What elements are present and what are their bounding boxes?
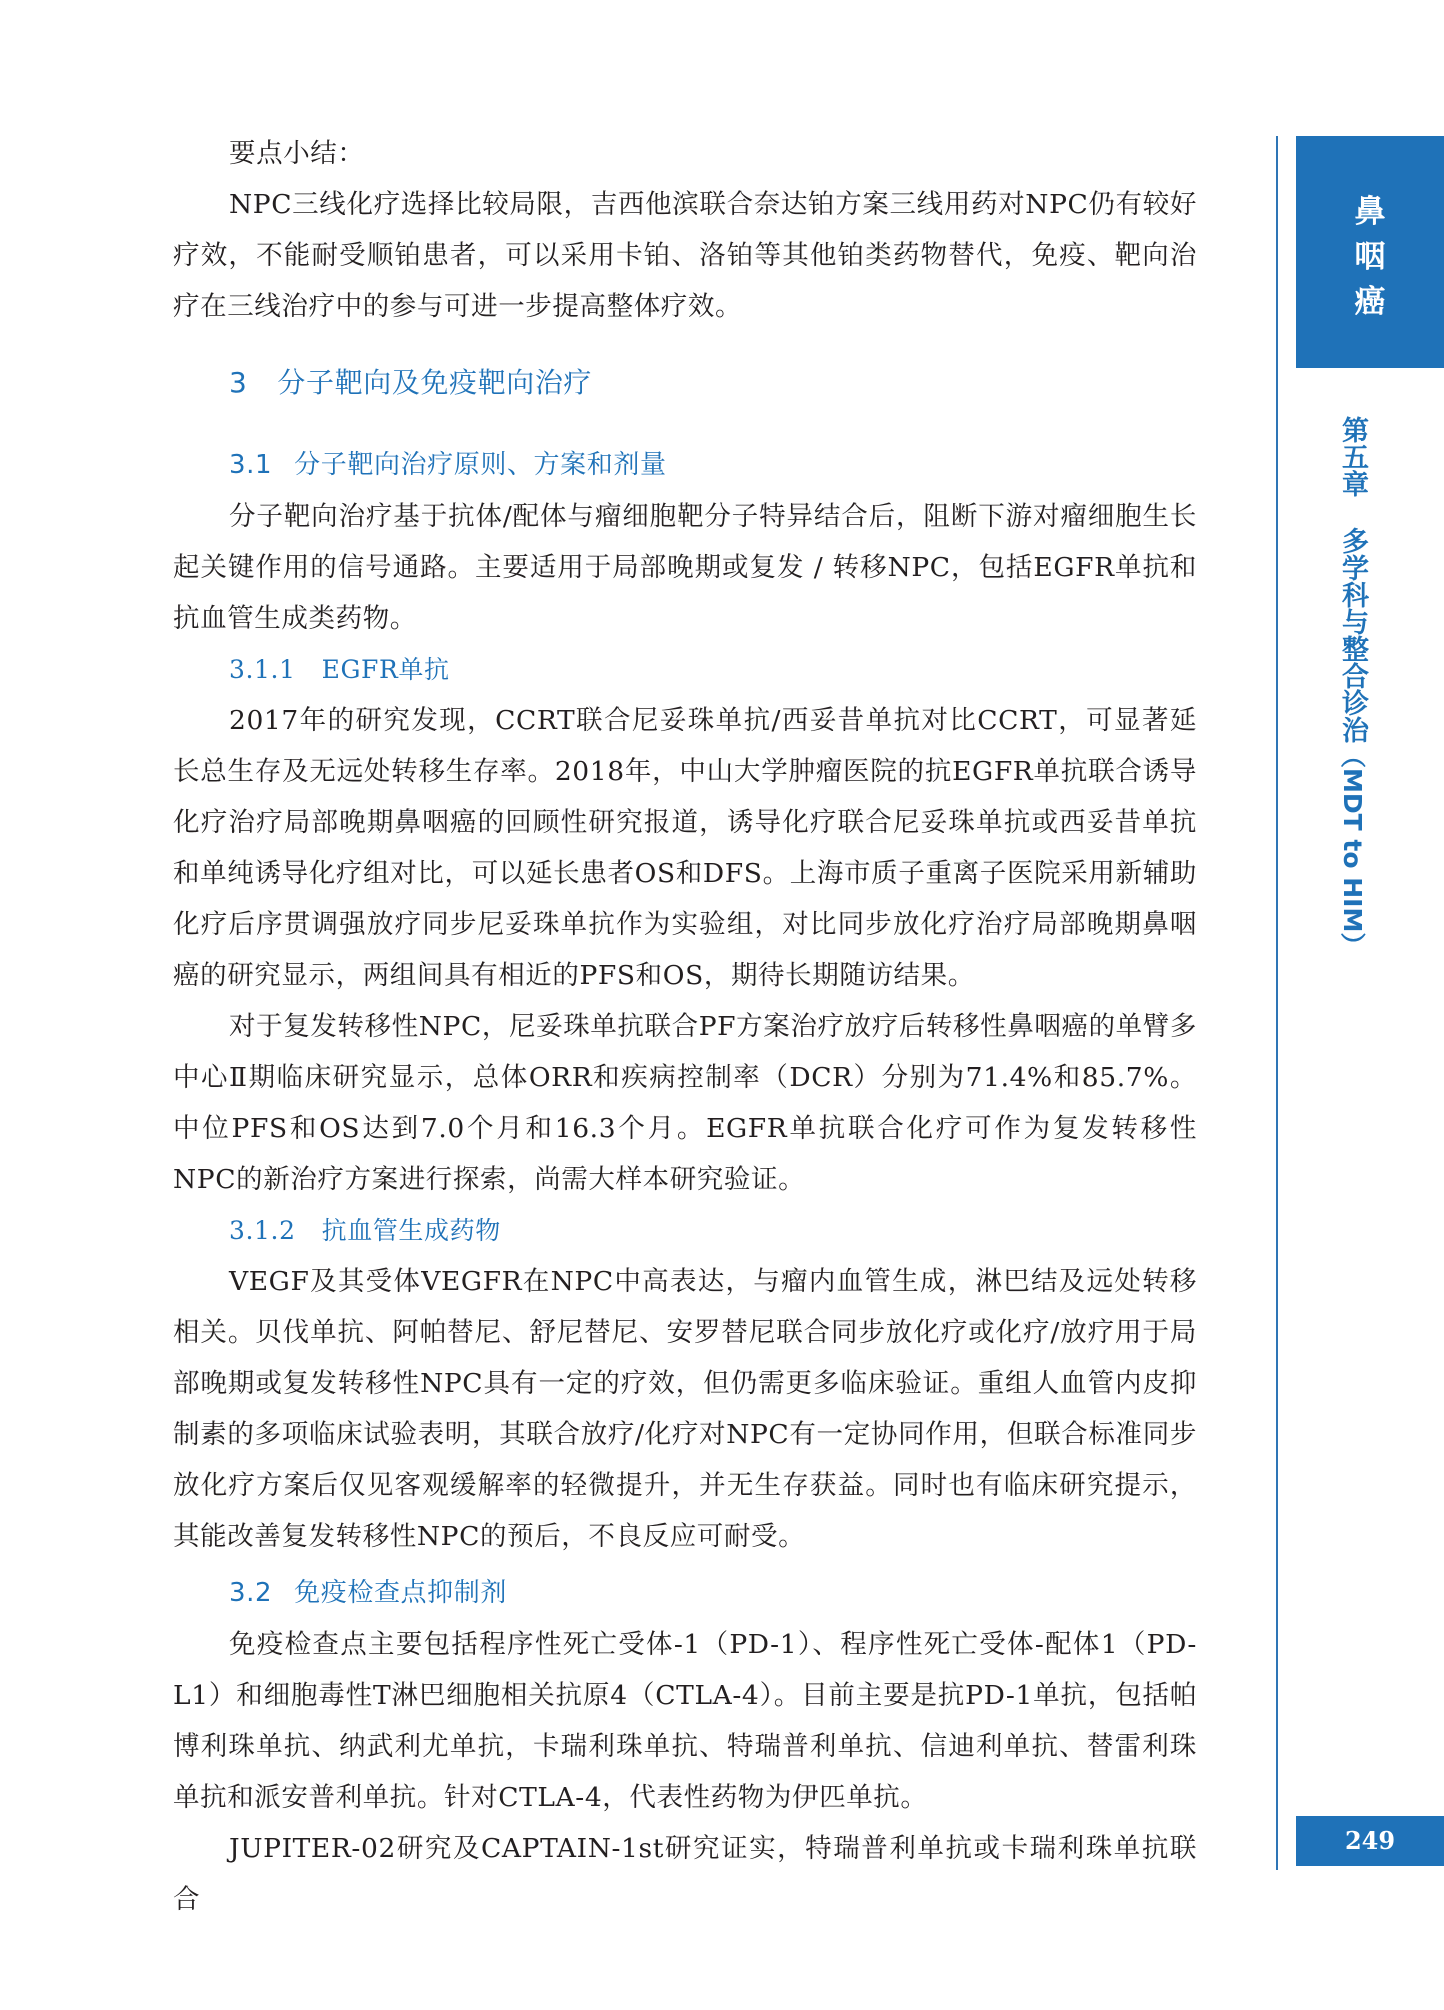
section-heading-3-1 (173, 440, 1197, 491)
chapter-title-latin: （MDT to HIM） (1338, 743, 1367, 958)
chapter-running-title (1330, 416, 1370, 957)
paragraph: 对于复发转移性NPC，尼妥珠单抗联合PF方案治疗放疗后转移性鼻咽癌的单臂多中心Ⅱ期临床研究显示，总体ORR和疾病控制率（DCR）分别为71.4%和85.7%。中位PFS和OS达到7.0个月和16.3个月。EGFR单抗联合化疗可作为复发转移性NPC的新治疗方案进行探索，尚需大样本研究验证。 (173, 1011, 1197, 1195)
section-number: 3.1.2 (229, 1216, 296, 1245)
section-title: EGFR单抗 (321, 655, 450, 684)
summary-label: 要点小结： (229, 138, 365, 169)
section-number: 3.1 (229, 450, 273, 480)
tab-char: 癌 (1354, 284, 1386, 320)
section-title: 分子靶向及免疫靶向治疗 (277, 366, 593, 399)
chapter-number: 第五章 (1337, 416, 1368, 497)
paragraph: 分子靶向治疗基于抗体/配体与瘤细胞靶分子特异结合后，阻断下游对瘤细胞生长起关键作用的信号通路。主要适用于局部晚期或复发 / 转移NPC，包括EGFR单抗和抗血管生成类药物。 (173, 501, 1197, 634)
chapter-tab-title (1296, 190, 1444, 325)
tab-char: 鼻 (1354, 194, 1386, 230)
section-title: 免疫检查点抑制剂 (294, 1578, 507, 1608)
paragraph: 免疫检查点主要包括程序性死亡受体-1（PD-1）、程序性死亡受体-配体1（PD-L1）和细胞毒性T淋巴细胞相关抗原4（CTLA-4）。目前主要是抗PD-1单抗，包括帕博利珠单抗、纳武利尤单抗，卡瑞利珠单抗、特瑞普利单抗、信迪利单抗、替雷利珠单抗和派安普利单抗。针对CTLA-4，代表性药物为伊匹单抗。 (173, 1629, 1197, 1813)
section-number: 3.2 (229, 1578, 273, 1608)
paragraph: VEGF及其受体VEGFR在NPC中高表达，与瘤内血管生成，淋巴结及远处转移相关。贝伐单抗、阿帕替尼、舒尼替尼、安罗替尼联合同步放化疗或化疗/放疗用于局部晚期或复发转移性NPC具有一定的疗效，但仍需更多临床验证。重组人血管内皮抑制素的多项临床试验表明，其联合放疗/化疗对NPC有一定协同作用，但联合标准同步放化疗方案后仅见客观缓解率的轻微提升，并无生存获益。同时也有临床研究提示，其能改善复发转移性NPC的预后，不良反应可耐受。 (173, 1266, 1197, 1552)
section-number: 3.1.1 (229, 655, 296, 684)
section-heading-3-1-1 (173, 644, 1197, 695)
section-heading-3-2 (173, 1568, 1197, 1619)
page-content (173, 128, 1197, 1925)
section-title: 分子靶向治疗原则、方案和剂量 (294, 450, 667, 480)
section-title: 抗血管生成药物 (321, 1216, 501, 1245)
section-number: 3 (229, 366, 248, 399)
page-number: 249 (1296, 1816, 1444, 1866)
section-heading-3-1-2 (173, 1205, 1197, 1256)
paragraph: JUPITER-02研究及CAPTAIN-1st研究证实，特瑞普利单抗或卡瑞利珠单抗联合 (173, 1833, 1197, 1915)
paragraph: 2017年的研究发现，CCRT联合尼妥珠单抗/西妥昔单抗对比CCRT，可显著延长总生存及无远处转移生存率。2018年，中山大学肿瘤医院的抗EGFR单抗联合诱导化疗治疗局部晚期鼻咽癌的回顾性研究报道，诱导化疗联合尼妥珠单抗或西妥昔单抗和单纯诱导化疗组对比，可以延长患者OS和DFS。上海市质子重离子医院采用新辅助化疗后序贯调强放疗同步尼妥珠单抗作为实验组，对比同步放化疗治疗局部晚期鼻咽癌的研究显示，两组间具有相近的PFS和OS，期待长期随访结果。 (173, 705, 1197, 991)
summary-text: NPC三线化疗选择比较局限，吉西他滨联合奈达铂方案三线用药对NPC仍有较好疗效，不能耐受顺铂患者，可以采用卡铂、洛铂等其他铂类药物替代，免疫、靶向治疗在三线治疗中的参与可进一步提高整体疗效。 (173, 189, 1197, 322)
section-heading-3 (173, 332, 1197, 434)
chapter-title: 多学科与整合诊治 (1337, 527, 1368, 743)
chapter-tab (1296, 136, 1444, 368)
tab-char: 咽 (1354, 239, 1386, 275)
side-rule (1276, 136, 1278, 1870)
